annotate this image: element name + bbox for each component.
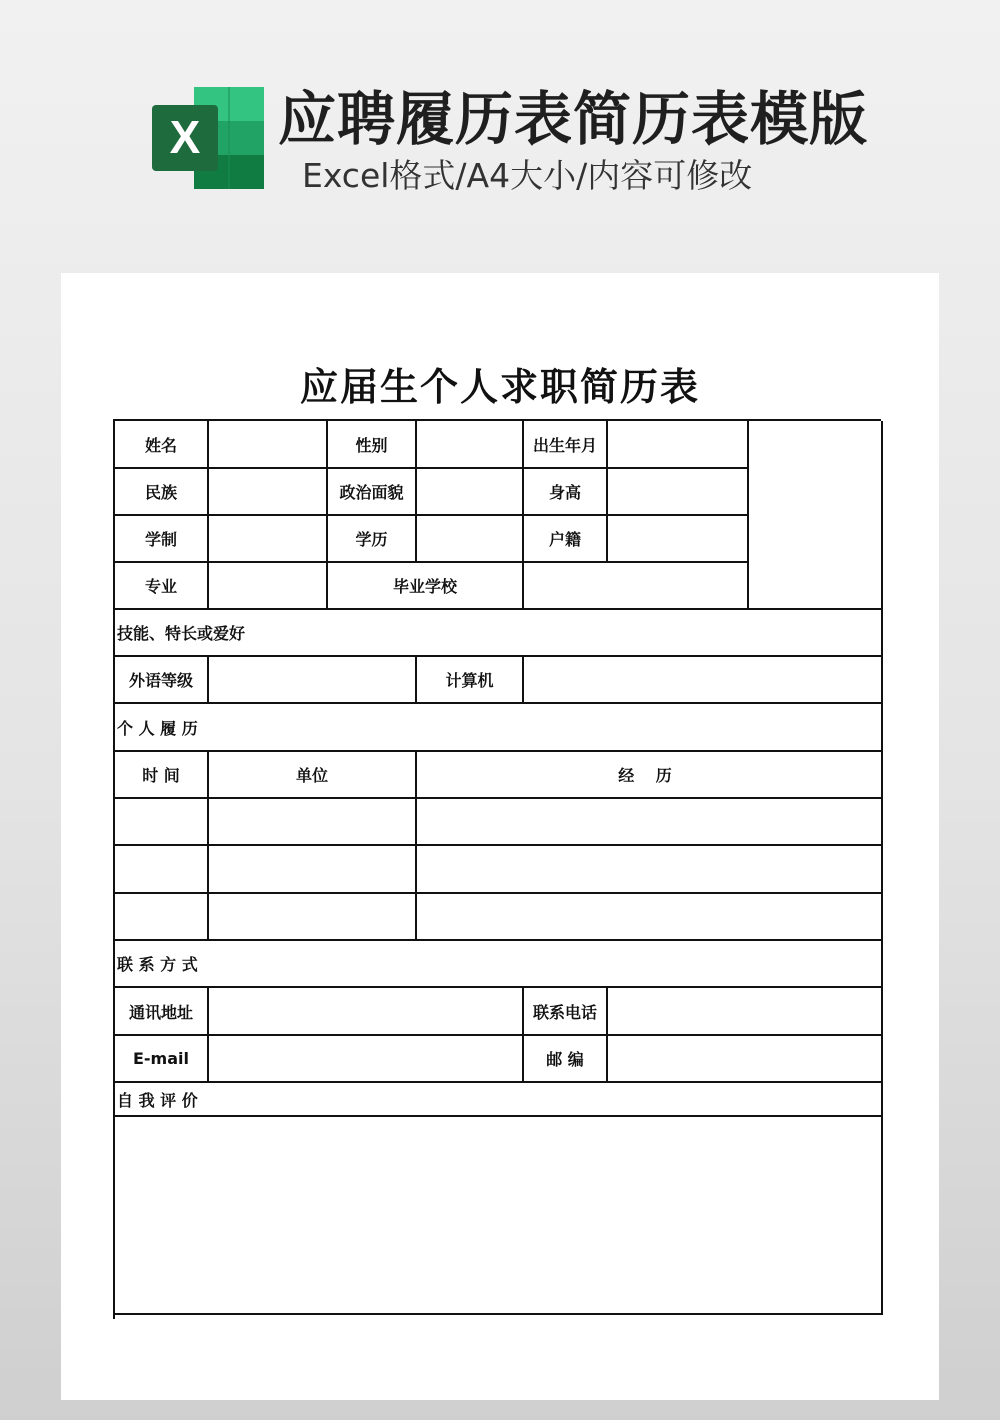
excel-icon xyxy=(152,87,264,189)
label-major: 专业 xyxy=(115,563,209,610)
svg-text:X: X xyxy=(169,111,201,163)
field-height[interactable] xyxy=(608,469,749,516)
label-school: 毕业学校 xyxy=(328,563,524,610)
banner xyxy=(0,0,1000,270)
section-resume: 个 人 履 历 xyxy=(115,704,883,752)
field-political[interactable] xyxy=(417,469,524,516)
label-political: 政治面貌 xyxy=(328,469,417,516)
header-time: 时 间 xyxy=(115,752,209,799)
label-skills: 技能、特长或爱好 xyxy=(115,610,883,657)
label-height: 身高 xyxy=(524,469,608,516)
field-time-1[interactable] xyxy=(115,799,209,846)
field-computer[interactable] xyxy=(524,657,883,704)
field-ethnicity[interactable] xyxy=(209,469,328,516)
field-major[interactable] xyxy=(209,563,328,610)
field-phone[interactable] xyxy=(608,988,883,1036)
label-gender: 性别 xyxy=(328,421,417,469)
field-experience-2[interactable] xyxy=(417,846,883,894)
label-phone: 联系电话 xyxy=(524,988,608,1036)
header-experience: 经 历 xyxy=(417,752,883,799)
section-contact: 联 系 方 式 xyxy=(115,941,883,988)
label-study-system: 学制 xyxy=(115,516,209,563)
label-postcode: 邮 编 xyxy=(524,1036,608,1083)
label-foreign-language: 外语等级 xyxy=(115,657,209,704)
field-foreign-language[interactable] xyxy=(209,657,417,704)
field-postcode[interactable] xyxy=(608,1036,883,1083)
photo-box[interactable] xyxy=(749,421,883,610)
field-experience-1[interactable] xyxy=(417,799,883,846)
resume-form xyxy=(113,419,881,1319)
field-gender[interactable] xyxy=(417,421,524,469)
field-household[interactable] xyxy=(608,516,749,563)
field-study-system[interactable] xyxy=(209,516,328,563)
field-experience-3[interactable] xyxy=(417,894,883,941)
field-time-2[interactable] xyxy=(115,846,209,894)
section-self-evaluation: 自 我 评 价 xyxy=(115,1083,883,1117)
label-ethnicity: 民族 xyxy=(115,469,209,516)
field-self-evaluation[interactable] xyxy=(115,1117,883,1315)
field-email[interactable] xyxy=(209,1036,524,1083)
label-email: E-mail xyxy=(115,1036,209,1083)
document-title: 应届生个人求职简历表 xyxy=(299,365,700,409)
field-name[interactable] xyxy=(209,421,328,469)
label-name: 姓名 xyxy=(115,421,209,469)
promo-subtitle: Excel格式/A4大小/内容可修改 xyxy=(302,156,753,195)
label-birth: 出生年月 xyxy=(524,421,608,469)
field-unit-3[interactable] xyxy=(209,894,417,941)
field-time-3[interactable] xyxy=(115,894,209,941)
field-unit-1[interactable] xyxy=(209,799,417,846)
field-birth[interactable] xyxy=(608,421,749,469)
promo-title: 应聘履历表简历表模版 xyxy=(278,85,869,153)
field-education[interactable] xyxy=(417,516,524,563)
label-education: 学历 xyxy=(328,516,417,563)
field-unit-2[interactable] xyxy=(209,846,417,894)
field-school[interactable] xyxy=(524,563,749,610)
field-address[interactable] xyxy=(209,988,524,1036)
label-computer: 计算机 xyxy=(417,657,524,704)
header-unit: 单位 xyxy=(209,752,417,799)
label-address: 通讯地址 xyxy=(115,988,209,1036)
label-household: 户籍 xyxy=(524,516,608,563)
